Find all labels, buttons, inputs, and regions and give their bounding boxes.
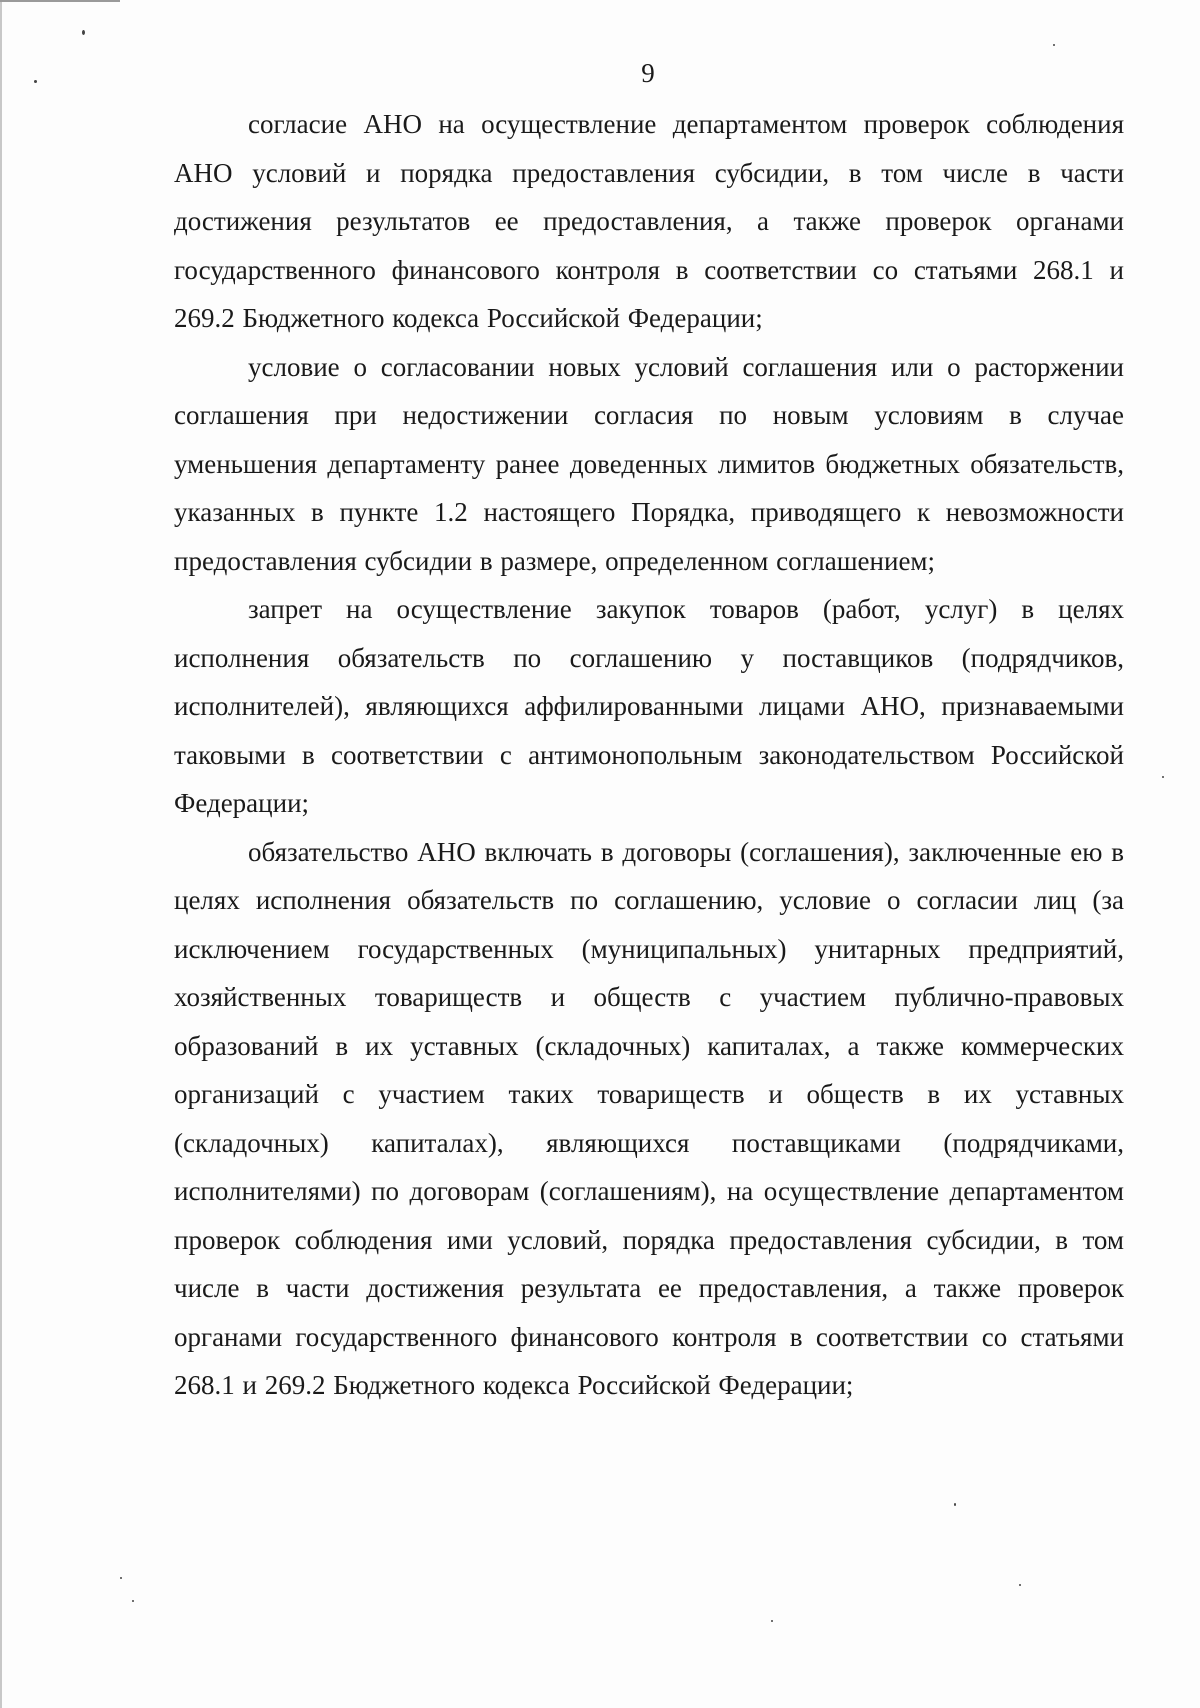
- scan-speck: [34, 80, 37, 83]
- page-number: 9: [641, 58, 655, 88]
- document-body: [174, 100, 1124, 1410]
- scan-speck: [1053, 44, 1055, 46]
- paragraph-contract-obligation: обязательство АНО включать в договоры (соглашения), заключенные ею в целях исполнения обязательств по соглашению, условие о согласии лиц (за исключением государственных (муниципальных) унитарных предприятий, хозяйственных товариществ и обществ с участием публично-правовых образований в их уставных (складочных) капиталах, а также коммерческих организаций с участием таких товариществ и обществ в их уставных (складочных) капиталах), являющихся поставщиками (подрядчиками, исполнителями) по договорам (соглашениям), на осуществление департаментом проверок соблюдения ими условий, порядка предоставления субсидии, в том числе в части достижения результата ее предоставления, а также проверок органами государственного финансового контроля в соответствии со статьями 268.1 и 269.2 Бюджетного кодекса Российской Федерации;: [174, 836, 1124, 1400]
- scan-speck: [82, 30, 85, 35]
- scan-speck: [1019, 1584, 1021, 1586]
- paragraph-procurement-ban: запрет на осуществление закупок товаров (работ, услуг) в целях исполнения обязательств по соглашению у поставщиков (подрядчиков, исполнителей), являющихся аффилированными лицами АНО, признаваемыми таковыми в соответствии с антимонопольным законодательством Российской Федерации;: [174, 594, 1124, 818]
- scan-speck: [771, 1620, 773, 1622]
- scan-speck: [1162, 776, 1164, 778]
- scan-left-edge: [0, 0, 2, 1708]
- scan-speck: [120, 1577, 122, 1579]
- scan-speck: [954, 1503, 956, 1506]
- scan-top-edge: [0, 0, 120, 2]
- paragraph-agreement-conditions: условие о согласовании новых условий соглашения или о расторжении соглашения при недостижении согласия по новым условиям в случае уменьшения департаменту ранее доведенных лимитов бюджетных обязательств, указанных в пункте 1.2 настоящего Порядка, приводящего к невозможности предоставления субсидии в размере, определенном соглашением;: [174, 351, 1124, 576]
- paragraph-consent-checks: согласие АНО на осуществление департаментом проверок соблюдения АНО условий и порядка предоставления субсидии, в том числе в части достижения результатов ее предоставления, а также проверок органами государственного финансового контроля в соответствии со статьями 268.1 и 269.2 Бюджетного кодекса Российской Федерации;: [174, 109, 1124, 333]
- scan-speck: [132, 1600, 134, 1602]
